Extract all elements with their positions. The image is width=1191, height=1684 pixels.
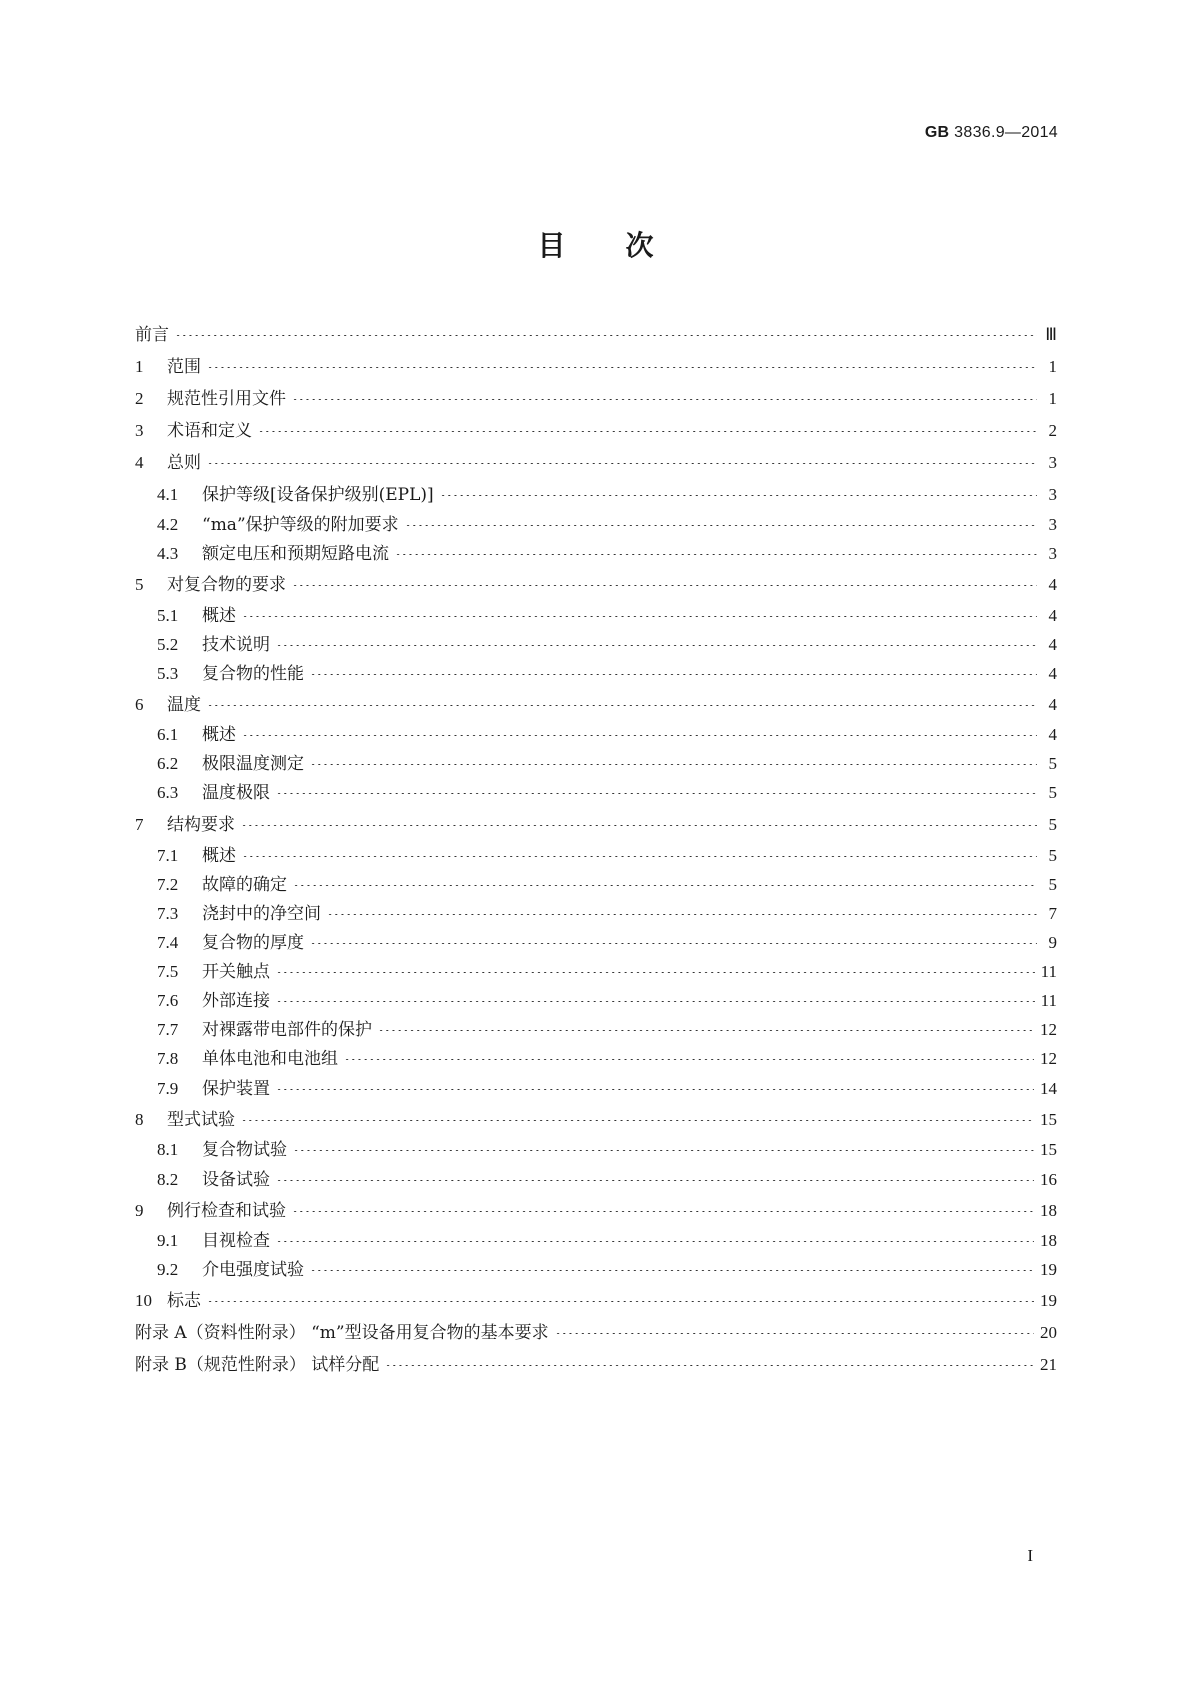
toc-entry[interactable] <box>135 544 1057 564</box>
toc-entry[interactable] <box>135 695 1057 715</box>
toc-entry-label: 保护装置 <box>202 1079 270 1099</box>
toc-entry[interactable] <box>135 1170 1057 1190</box>
toc-entry-leader-dots <box>310 674 1037 675</box>
toc-entry[interactable] <box>135 904 1057 924</box>
toc-entry-label: 复合物的性能 <box>202 664 304 684</box>
toc-entry-number: 9 <box>135 1201 144 1220</box>
toc-entry-page: 3 <box>1048 453 1057 472</box>
toc-entry-page: 4 <box>1048 606 1057 625</box>
toc-entry[interactable] <box>135 664 1057 684</box>
toc-entry-leader-dots <box>242 735 1037 736</box>
toc-entry-leader-dots <box>207 1301 1034 1302</box>
toc-entry[interactable] <box>135 575 1057 595</box>
toc-entry[interactable] <box>135 453 1057 473</box>
toc-entry-label: 标志 <box>167 1291 201 1311</box>
toc-entry-page: 4 <box>1048 635 1057 654</box>
toc-entry-page: 3 <box>1048 485 1057 504</box>
toc-entry-label: 保护等级[设备保护级别(EPL)] <box>202 485 434 505</box>
toc-entry[interactable] <box>135 485 1057 505</box>
toc-entry-number: 9.1 <box>157 1231 179 1250</box>
toc-entry-number: 6.2 <box>157 754 179 773</box>
toc-entry-page: 9 <box>1048 933 1057 952</box>
toc-entry[interactable] <box>135 1140 1057 1160</box>
toc-entry-label: 设备试验 <box>202 1170 270 1190</box>
toc-entry-page: 2 <box>1048 421 1057 440</box>
toc-entry-label: “ma”保护等级的附加要求 <box>202 515 399 535</box>
standard-code-number: 3836.9—2014 <box>949 124 1058 141</box>
toc-entry-number: 3 <box>135 421 144 440</box>
toc-entry-number: 7.9 <box>157 1079 179 1098</box>
toc-entry-leader-dots <box>276 1241 1034 1242</box>
toc-entry-label: 概述 <box>202 846 236 866</box>
toc-entry-label: 开关触点 <box>202 962 270 982</box>
toc-entry-page: 5 <box>1048 846 1057 865</box>
toc-entry-label: 前言 <box>135 325 169 345</box>
toc-entry-number: 4.2 <box>157 515 179 534</box>
toc-entry-label: 复合物试验 <box>202 1140 287 1160</box>
toc-entry-page: 5 <box>1048 815 1057 834</box>
toc-entry-leader-dots <box>241 1120 1034 1121</box>
toc-entry-label: 介电强度试验 <box>202 1260 304 1280</box>
toc-entry-number: 7.2 <box>157 875 179 894</box>
page-title: 目次 <box>537 229 714 262</box>
toc-entry-leader-dots <box>292 1211 1034 1212</box>
toc-entry-page: 16 <box>1040 1170 1057 1189</box>
toc-entry-leader-dots <box>241 825 1037 826</box>
toc-entry-page: 1 <box>1048 389 1057 408</box>
toc-entry-number: 6 <box>135 695 144 714</box>
toc-entry-label: 额定电压和预期短路电流 <box>202 544 389 564</box>
toc-entry-leader-dots <box>292 399 1037 400</box>
toc-entry-number: 6.3 <box>157 783 179 802</box>
toc-entry-page: 15 <box>1040 1140 1057 1159</box>
toc-entry-page: 4 <box>1048 664 1057 683</box>
page-number: I <box>1027 1546 1033 1565</box>
toc-entry[interactable] <box>135 515 1057 535</box>
toc-entry-page: 5 <box>1048 875 1057 894</box>
toc-entry-page: 4 <box>1048 725 1057 744</box>
toc-entry-label: 单体电池和电池组 <box>202 1049 338 1069</box>
toc-entry-leader-dots <box>207 705 1037 706</box>
toc-entry-page: 3 <box>1048 544 1057 563</box>
toc-entry-label: 规范性引用文件 <box>167 389 286 409</box>
toc-entry-number: 1 <box>135 357 144 376</box>
toc-entry-leader-dots <box>555 1333 1034 1334</box>
toc-entry-leader-dots <box>242 616 1037 617</box>
toc-entry-page: 7 <box>1048 904 1057 923</box>
toc-entry-label: 极限温度测定 <box>202 754 304 774</box>
toc-entry-number: 7.3 <box>157 904 179 923</box>
toc-entry-leader-dots <box>293 885 1037 886</box>
toc-entry-leader-dots <box>310 764 1037 765</box>
toc-entry-label: 外部连接 <box>202 991 270 1011</box>
toc-entry-leader-dots <box>310 943 1037 944</box>
toc-entry-label: 故障的确定 <box>202 875 287 895</box>
toc-entry-leader-dots <box>395 554 1037 555</box>
toc-entry[interactable] <box>135 1020 1057 1040</box>
toc-entry-number: 2 <box>135 389 144 408</box>
toc-entry-page: 18 <box>1040 1201 1057 1220</box>
toc-entry-label: 浇封中的净空间 <box>202 904 321 924</box>
toc-entry[interactable] <box>135 421 1057 441</box>
toc-entry-label: 型式试验 <box>167 1110 235 1130</box>
toc-entry[interactable] <box>135 783 1057 803</box>
toc-entry-number: 7.8 <box>157 1049 179 1068</box>
toc-entry-page: 18 <box>1040 1231 1057 1250</box>
toc-entry-number: 5.3 <box>157 664 179 683</box>
toc-entry-number: 5.2 <box>157 635 179 654</box>
toc-entry-number: 5 <box>135 575 144 594</box>
toc-entry-label: 对裸露带电部件的保护 <box>202 1020 372 1040</box>
toc-entry-label: 附录 A（资料性附录） “m”型设备用复合物的基本要求 <box>135 1323 549 1343</box>
toc-entry[interactable] <box>135 1110 1057 1130</box>
toc-entry[interactable] <box>135 725 1057 745</box>
toc-entry-page: 20 <box>1040 1323 1057 1342</box>
toc-entry-label: 目视检查 <box>202 1231 270 1251</box>
toc-entry-page: 12 <box>1040 1049 1057 1068</box>
toc-entry[interactable] <box>135 606 1057 626</box>
toc-entry[interactable] <box>135 1231 1057 1251</box>
toc-entry-page: 19 <box>1040 1291 1057 1310</box>
toc-entry[interactable] <box>135 754 1057 774</box>
toc-entry-number: 8 <box>135 1110 144 1129</box>
toc-entry-page: 5 <box>1048 754 1057 773</box>
toc-entry-page: 11 <box>1040 962 1057 981</box>
toc-entry-label: 概述 <box>202 606 236 626</box>
toc-entry[interactable] <box>135 325 1057 345</box>
toc-entry-label: 总则 <box>167 453 201 473</box>
toc-entry[interactable] <box>135 846 1057 866</box>
toc-entry-leader-dots <box>276 1089 1034 1090</box>
toc-entry-number: 7.5 <box>157 962 179 981</box>
standard-code-prefix: GB <box>924 124 950 141</box>
toc-entry[interactable] <box>135 1355 1057 1375</box>
toc-entry-label: 术语和定义 <box>167 421 252 441</box>
toc-entry[interactable] <box>135 815 1057 835</box>
toc-entry-number: 8.2 <box>157 1170 179 1189</box>
toc-entry-leader-dots <box>405 525 1037 526</box>
toc-entry-number: 5.1 <box>157 606 179 625</box>
toc-entry-label: 技术说明 <box>202 635 270 655</box>
toc-entry[interactable] <box>135 933 1057 953</box>
toc-entry-label: 温度 <box>167 695 201 715</box>
toc-entry[interactable] <box>135 962 1057 982</box>
toc-entry-page: 5 <box>1048 783 1057 802</box>
toc-entry[interactable] <box>135 389 1057 409</box>
toc-entry-leader-dots <box>310 1270 1034 1271</box>
toc-entry-number: 6.1 <box>157 725 179 744</box>
toc-entry-leader-dots <box>207 367 1037 368</box>
toc-entry[interactable] <box>135 991 1057 1011</box>
toc-entry-leader-dots <box>378 1030 1034 1031</box>
toc-entry-label: 概述 <box>202 725 236 745</box>
toc-entry-leader-dots <box>276 1180 1034 1181</box>
toc-entry-page: 19 <box>1040 1260 1057 1279</box>
toc-entry[interactable] <box>135 1323 1057 1343</box>
toc-entry-page: 15 <box>1040 1110 1057 1129</box>
toc-entry[interactable] <box>135 1049 1057 1069</box>
toc-entry-page: 21 <box>1040 1355 1057 1374</box>
toc-entry-number: 4.1 <box>157 485 179 504</box>
toc-entry-page: 1 <box>1048 357 1057 376</box>
toc-entry-page: 14 <box>1040 1079 1057 1098</box>
toc-entry-leader-dots <box>258 431 1037 432</box>
toc-entry[interactable] <box>135 635 1057 655</box>
toc-entry-page: 3 <box>1048 515 1057 534</box>
toc-entry-number: 7.6 <box>157 991 179 1010</box>
toc-entry[interactable] <box>135 1079 1057 1099</box>
toc-entry-leader-dots <box>207 463 1037 464</box>
toc-entry-page: 4 <box>1048 575 1057 594</box>
toc-entry-leader-dots <box>276 1001 1035 1002</box>
toc-entry[interactable] <box>135 1201 1057 1221</box>
toc-entry-label: 范围 <box>167 357 201 377</box>
toc-entry-label: 附录 B（规范性附录） 试样分配 <box>135 1355 380 1375</box>
toc-entry-leader-dots <box>344 1059 1034 1060</box>
toc-entry-number: 4.3 <box>157 544 179 563</box>
toc-entry-label: 结构要求 <box>167 815 235 835</box>
toc-entry[interactable] <box>135 875 1057 895</box>
toc-entry-leader-dots <box>327 914 1037 915</box>
toc-entry-page: 4 <box>1048 695 1057 714</box>
toc-entry[interactable] <box>135 1291 1057 1311</box>
toc-entry-page: 11 <box>1040 991 1057 1010</box>
toc-entry-label: 复合物的厚度 <box>202 933 304 953</box>
toc-entry-leader-dots <box>276 645 1037 646</box>
toc-entry-number: 7.4 <box>157 933 179 952</box>
standard-code <box>925 124 1058 142</box>
toc-entry-number: 8.1 <box>157 1140 179 1159</box>
toc-entry-leader-dots <box>242 856 1037 857</box>
toc-entry-leader-dots <box>292 585 1037 586</box>
toc-entry-page: Ⅲ <box>1045 325 1057 344</box>
toc-entry[interactable] <box>135 357 1057 377</box>
toc-entry-leader-dots <box>385 1365 1034 1366</box>
toc-entry-page: 12 <box>1040 1020 1057 1039</box>
toc-entry-number: 7.1 <box>157 846 179 865</box>
toc-entry-leader-dots <box>175 335 1037 336</box>
toc-entry-label: 例行检查和试验 <box>167 1201 286 1221</box>
toc-entry-leader-dots <box>293 1150 1034 1151</box>
toc-entry-number: 7 <box>135 815 144 834</box>
toc-entry-leader-dots <box>440 495 1037 496</box>
toc-entry-number: 7.7 <box>157 1020 179 1039</box>
toc-entry-number: 4 <box>135 453 144 472</box>
toc-entry-leader-dots <box>276 793 1037 794</box>
toc-entry-number: 9.2 <box>157 1260 179 1279</box>
toc-entry-label: 对复合物的要求 <box>167 575 286 595</box>
toc-entry-leader-dots <box>276 972 1035 973</box>
toc-entry-number: 10 <box>135 1291 152 1310</box>
toc-entry-label: 温度极限 <box>202 783 270 803</box>
toc-entry[interactable] <box>135 1260 1057 1280</box>
